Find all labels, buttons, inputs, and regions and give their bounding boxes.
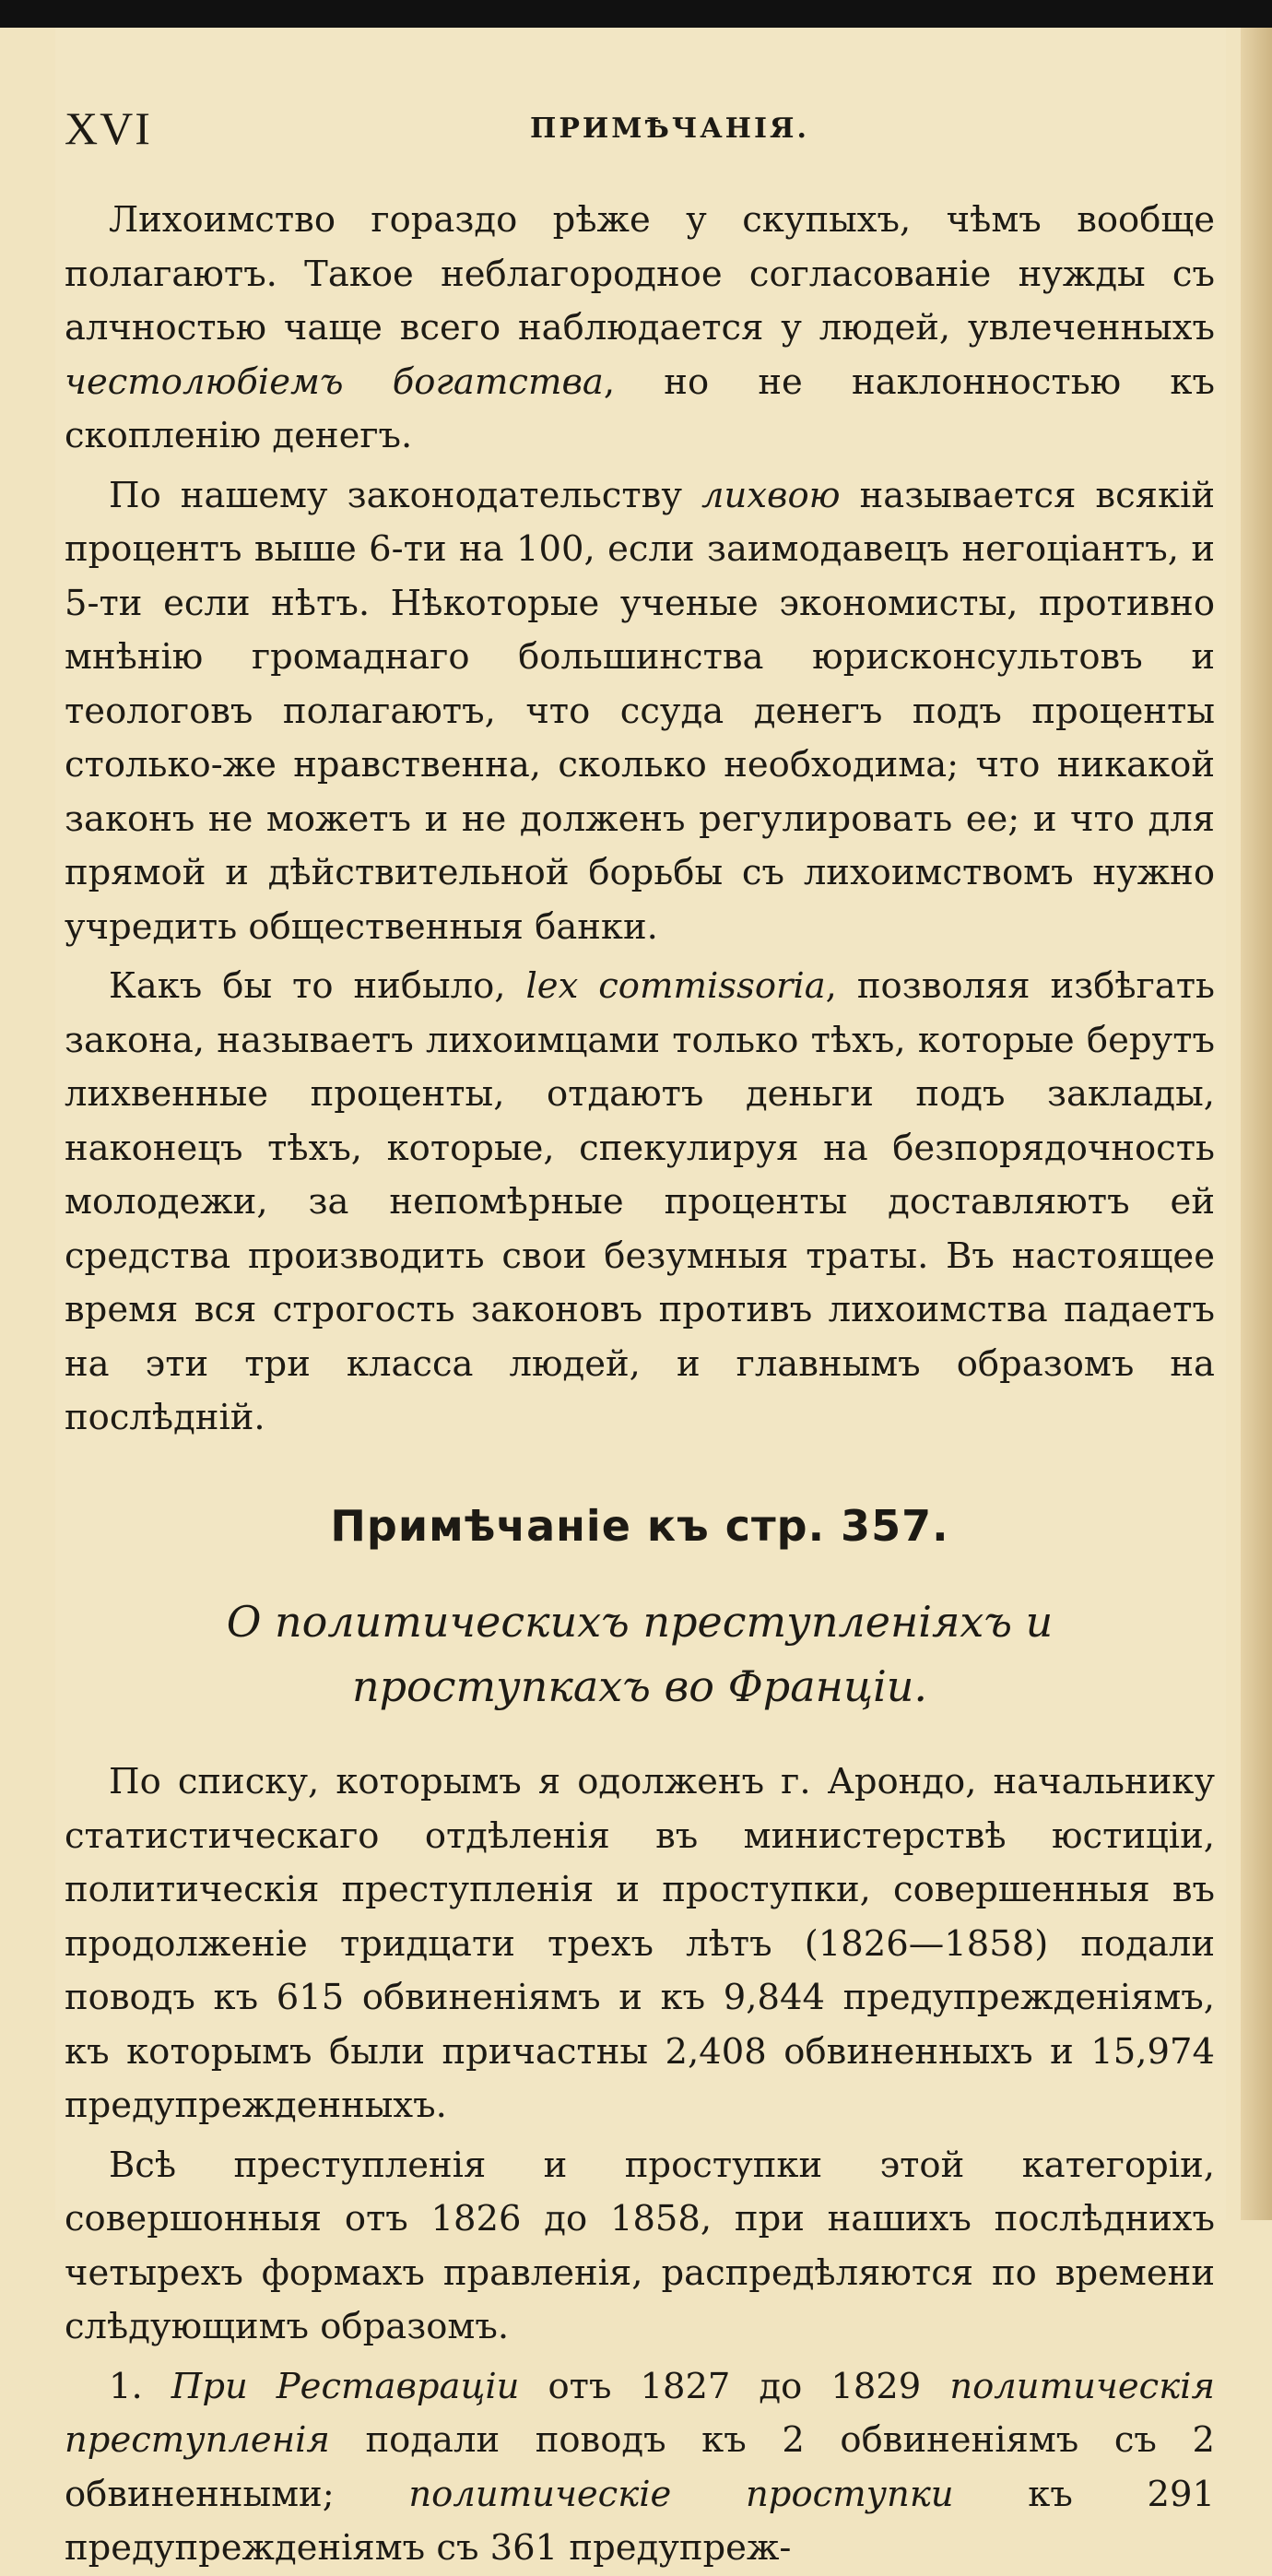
p6-italic-1: При Реставраціи bbox=[171, 2365, 520, 2407]
paragraph-4: По списку, которымъ я одолженъ г. Арондо, начальнику статистическаго отдѣленія въ министерствѣ юстиціи, политическія преступленія и проступки, совершенныя въ продолженіе тридцати трехъ лѣтъ (1826—1858) подали поводъ къ 615 обвиненіямъ и къ 9,844 предупрежденіямъ, къ которымъ были причастны 2,408 обвиненныхъ и 15,974 предупрежденныхъ. bbox=[65, 1761, 1215, 2126]
p2-italic: лихвою bbox=[701, 474, 841, 516]
section-subtitle: О политическихъ преступленіяхъ и проступкахъ во Франціи. bbox=[226, 1597, 1054, 1711]
paragraph-1 bbox=[65, 194, 1215, 464]
page-edge bbox=[1241, 28, 1272, 2220]
p2-text-a: По нашему законодательству bbox=[109, 474, 702, 516]
section-heading: Примѣчаніе къ стр. 357. bbox=[330, 1500, 949, 1551]
p2-text-c: называется всякій процентъ выше 6-ти на 100, если заимодавецъ негоціантъ, и 5-ти если нѣтъ. Нѣкоторые ученые экономисты, противно мнѣнію громаднаго большинства юрисконсультовъ и теологовъ полагаютъ, что ссуда денегъ подъ проценты столько-же нравственна, сколько необходима; что никакой законъ не можетъ и не долженъ регулировать ее; и что для прямой и дѣйствительной борьбы съ лихоимствомъ нужно учредить общественныя банки. bbox=[65, 474, 1215, 948]
page-header bbox=[65, 79, 1217, 162]
paragraph-6 bbox=[65, 2360, 1215, 2576]
p6-number: 1. bbox=[109, 2365, 171, 2407]
p3-text-c: , позволяя избѣгать закона, называетъ лихоимцами только тѣхъ, которые берутъ лихвенные проценты, отдаютъ деньги подъ заклады, наконецъ тѣхъ, которые, спекулируя на безпорядочность молодежи, за непомѣрные проценты доставляютъ ей средства производить свои безумныя траты. Въ настоящее время вся строгость законовъ противъ лихоимства падаетъ на эти три класса людей, и главнымъ образомъ на послѣдній. bbox=[65, 965, 1215, 1438]
p3-italic: lex commissoria bbox=[525, 965, 826, 1007]
p1-italic: честолюбіемъ богатства bbox=[65, 360, 604, 403]
p6-italic-3: политическіе проступки bbox=[408, 2473, 954, 2515]
p6-text-c: отъ 1827 до 1829 bbox=[519, 2365, 950, 2407]
p6-text-g: къ 291 предупрежденіямъ съ 361 предупреж- bbox=[65, 2473, 1215, 2569]
top-border bbox=[0, 0, 1272, 28]
p3-text-a: Какъ бы то нибыло, bbox=[109, 965, 526, 1007]
page-number: XVI bbox=[65, 102, 152, 154]
body-text bbox=[65, 194, 1215, 2576]
p1-text-a: Лихоимство гораздо рѣже у скупыхъ, чѣмъ вообще полагаютъ. Такое неблагородное согласованіе нужды съ алчностью чаще всего наблюдается у людей, увлеченныхъ bbox=[65, 199, 1215, 349]
p1-text-c: , но не наклонностью къ скопленію денегъ. bbox=[65, 360, 1215, 456]
p6-text-e: подали поводъ къ 2 обвиненіямъ съ 2 обвиненными; bbox=[65, 2419, 1215, 2515]
p6-italic-2: политическія преступленія bbox=[65, 2365, 1215, 2461]
paragraph-3 bbox=[65, 960, 1215, 1446]
paragraph-2 bbox=[65, 469, 1215, 955]
running-title: ПРИМѢЧАНІЯ. bbox=[530, 112, 809, 145]
paragraph-5: Всѣ преступленія и проступки этой категоріи, совершонныя отъ 1826 до 1858, при нашихъ послѣднихъ четырехъ формахъ правленія, распредѣляются по времени слѣдующимъ образомъ. bbox=[65, 2144, 1215, 2347]
